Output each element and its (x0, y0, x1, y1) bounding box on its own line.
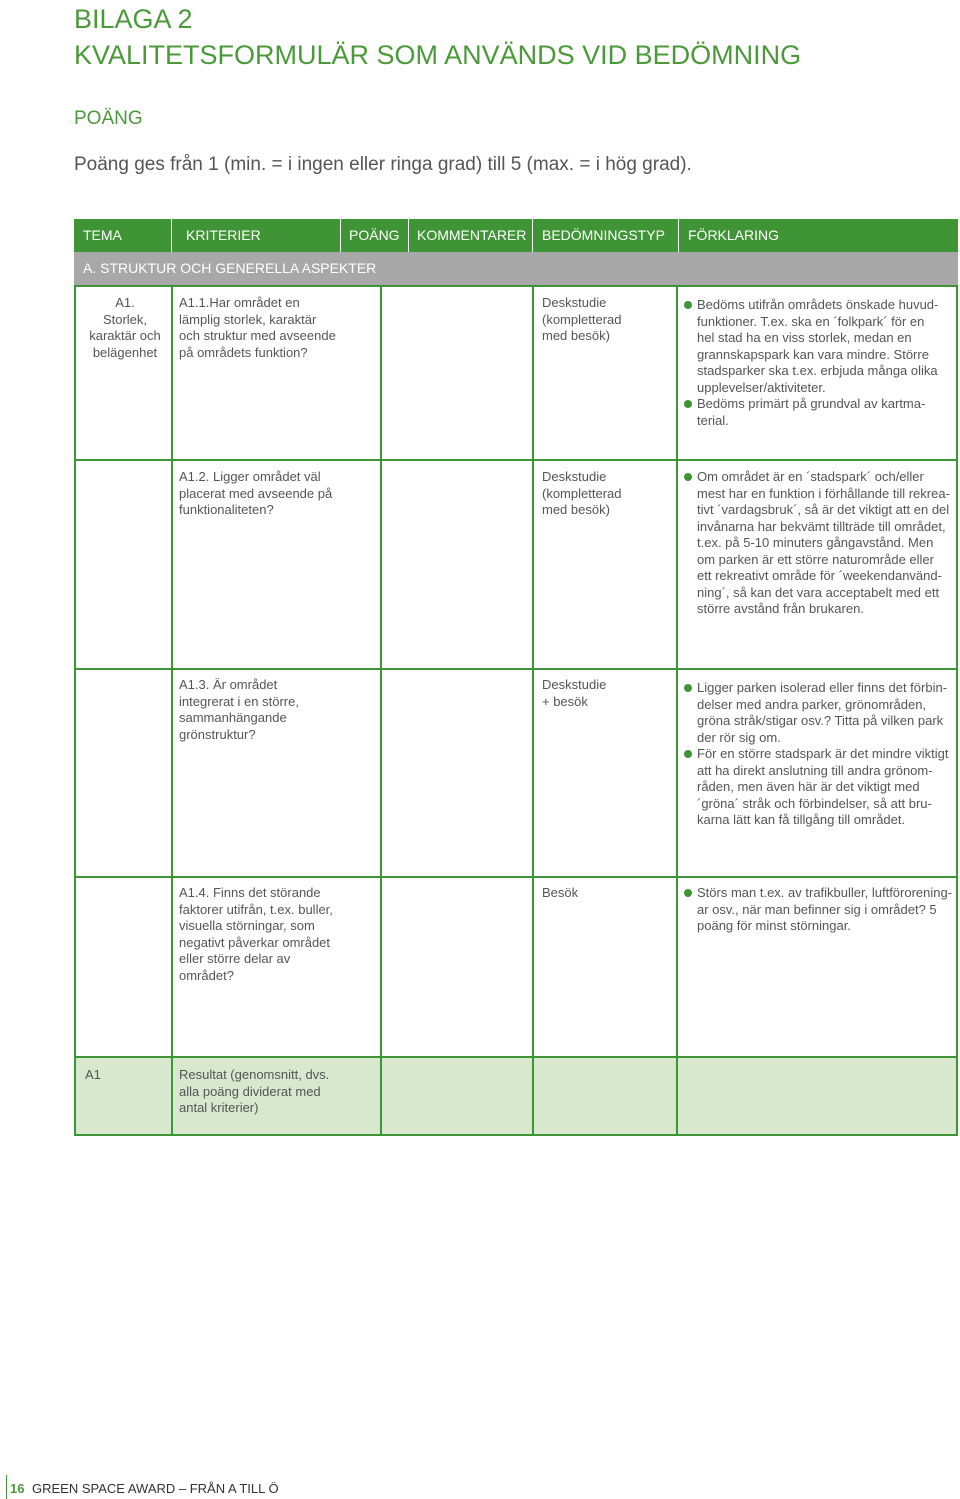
type-a1-2: Deskstudie (kompletterad med besök) (542, 469, 622, 517)
bullet-item: Ligger parken isolerad eller finns det förbin- delser med andra parker, grönområden, gröna stråk/stigar osv.? Titta på vilken park der rör sig om. (684, 680, 954, 746)
criterion-a1-2: A1.2. Ligger området väl placerat med avseende på funktionaliteten? (179, 469, 333, 517)
explanation-a1-4 (684, 885, 954, 935)
intro-text: Poäng ges från 1 (min. = i ingen eller ringa grad) till 5 (max. = i hög grad). (74, 154, 692, 175)
appendix-subtitle: KVALITETSFORMULÄR SOM ANVÄNDS VID BEDÖMNING (74, 40, 802, 70)
bullet-item: Bedöms utifrån områdets önskade huvud- funktioner. T.ex. ska en ´folkpark´ för en hel stad ha en viss storlek, medan en grannskapspark kan vara mindre. Större stadsparker ska t.ex. erbjuda många olika upplevelser/aktiviteter. (684, 297, 954, 396)
type-a1-4: Besök (542, 885, 579, 900)
table-header-row (74, 219, 958, 252)
footer-divider (6, 1475, 7, 1499)
appendix-title: BILAGA 2 (74, 4, 193, 34)
result-label: A1 (85, 1067, 101, 1082)
table-body (74, 285, 958, 1136)
section-row: A. STRUKTUR OCH GENERELLA ASPEKTER (74, 252, 958, 285)
bullet-item: För en större stadspark är det mindre viktigt att ha direkt anslutning till andra grönom- råden, men även här är det viktigt med ´gröna´ stråk och förbindelser, så att bru- karna lätt kan få tillgång till området. (684, 746, 954, 829)
bullet-item: Störs man t.ex. av trafikbuller, luftförorening- ar osv., när man befinner sig i området? 5 poäng för minst störningar. (684, 885, 954, 935)
footer-text: GREEN SPACE AWARD – FRÅN A TILL Ö (32, 1481, 279, 1496)
explanation-a1-3 (684, 680, 954, 829)
criterion-a1-1: A1.1.Har området en lämplig storlek, karaktär och struktur med avseende på områdets funktion? (179, 295, 336, 360)
theme-cell: A1. Storlek, karaktär och belägenhet (89, 295, 161, 360)
header-poang: POÄNG (349, 227, 400, 243)
header-kommentarer: KOMMENTARER (417, 227, 527, 243)
header-tema: TEMA (83, 227, 122, 243)
criterion-a1-3: A1.3. Är området integrerat i en större, sammanhängande grönstruktur? (179, 677, 299, 742)
bullet-item: Bedöms primärt på grundval av kartma- terial. (684, 396, 954, 429)
explanation-a1-1 (684, 297, 954, 429)
bullet-item: Om området är en ´stadspark´ och/eller mest har en funktion i förhållande till rekrea- tivt ´vardagsbruk´, så är det viktigt att en del invånarna har bekvämt tillträde till området, t.ex. på 5-10 minuters gångavstånd. Men om parken är ett större naturområde eller ett rekreativt område för ´weekendanvänd- ning´, så kan det vara acceptabelt med ett större avstånd från brukaren. (684, 469, 954, 618)
header-bedomningstyp: BEDÖMNINGSTYP (542, 227, 665, 243)
type-a1-1: Deskstudie (kompletterad med besök) (542, 295, 622, 343)
header-kriterier: KRITERIER (186, 227, 261, 243)
quality-form-table (74, 219, 958, 1136)
explanation-a1-2 (684, 469, 954, 618)
type-a1-3: Deskstudie + besök (542, 677, 607, 709)
criterion-a1-4: A1.4. Finns det störande faktorer utifrån, t.ex. buller, visuella störningar, som negativt påverkar området eller större delar av området? (179, 885, 333, 983)
header-forklaring: FÖRKLARING (688, 227, 780, 243)
section-heading: POÄNG (74, 108, 143, 129)
page-number: 16 (10, 1481, 25, 1496)
result-text: Resultat (genomsnitt, dvs. alla poäng dividerat med antal kriterier) (179, 1067, 330, 1115)
